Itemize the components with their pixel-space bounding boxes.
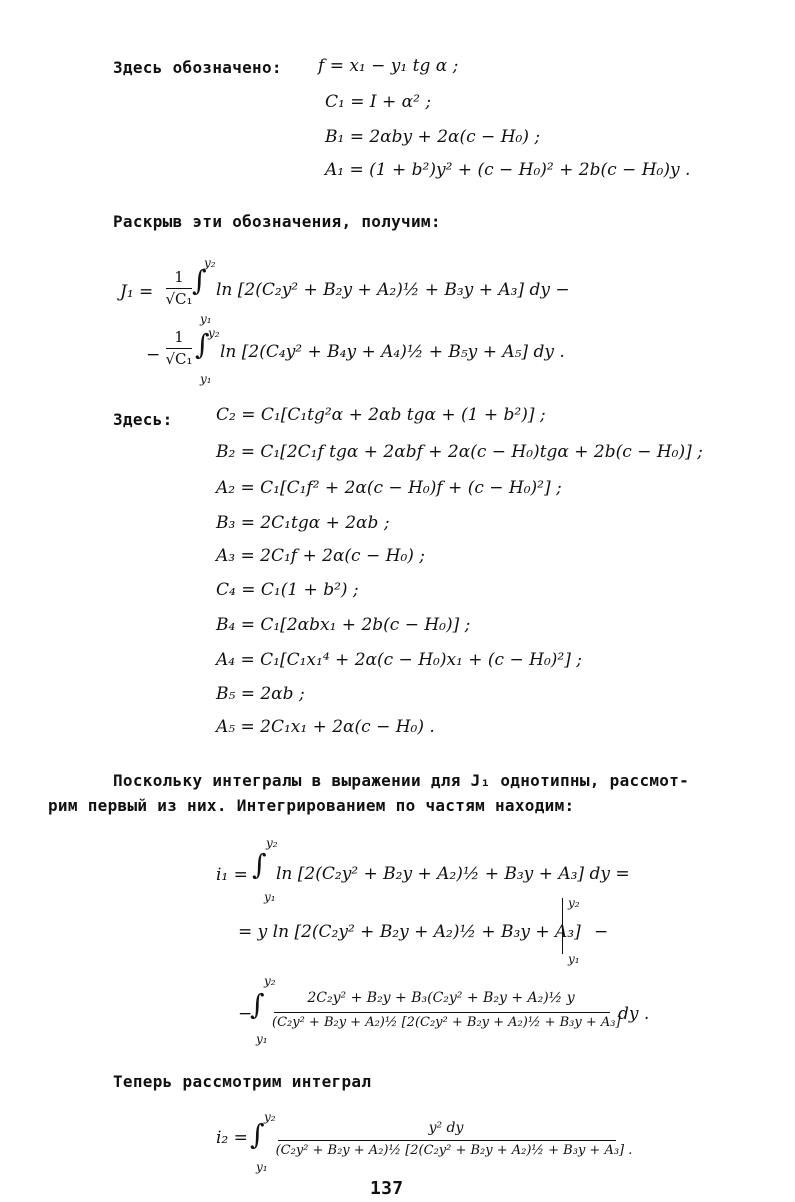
j1-lhs: J₁ = — [120, 282, 154, 302]
j1-lower-2: y₁ — [200, 372, 212, 386]
def-a2: A₂ = C₁[C₁f² + 2α(c − H₀)f + (c − H₀)²] ; — [216, 478, 562, 498]
i1-line2-tail: − — [594, 922, 609, 942]
def-a3: A₃ = 2C₁f + 2α(c − H₀) ; — [216, 546, 426, 566]
def-c1: C₁ = I + α² ; — [325, 92, 432, 112]
i1-fraction-bar — [274, 1012, 610, 1013]
i1-upper-2: y₂ — [264, 974, 276, 988]
def-b3: B₃ = 2C₁tgα + 2αb ; — [216, 513, 390, 533]
def-f: f = x₁ − y₁ tg α ; — [318, 56, 459, 76]
integral-sign: ∫ — [192, 264, 207, 297]
i2-lhs: i₂ = — [216, 1128, 248, 1148]
def-b2: B₂ = C₁[2C₁f tgα + 2αbf + 2α(c − H₀)tgα + 2b(c − H₀)] ; — [216, 442, 703, 462]
i2-numerator: y² dy — [428, 1120, 464, 1136]
zdes-label: Здесь: — [113, 410, 173, 429]
i2-fraction-bar — [278, 1140, 616, 1141]
i1-denominator: (C₂y² + B₂y + A₂)½ [2(C₂y² + B₂y + A₂)½ + B₃y + A₃] — [272, 1015, 621, 1030]
eval-upper: y₂ — [568, 896, 580, 910]
integral-sign: ∫ — [252, 848, 267, 881]
j1-coef-bar — [166, 288, 192, 289]
def-a1: A₁ = (1 + b²)y² + (c − H₀)² + 2b(c − H₀)y . — [325, 160, 691, 180]
j1-coef-bar-2 — [166, 348, 192, 349]
i1-lhs: i₁ = — [216, 865, 248, 885]
i2-denominator: (C₂y² + B₂y + A₂)½ [2(C₂y² + B₂y + A₂)½ + B₃y + A₃] . — [275, 1143, 633, 1158]
integral-sign: ∫ — [250, 1118, 265, 1151]
j1-line2: ln [2(C₄y² + B₄y + A₄)½ + B₅y + A₅] dy . — [220, 342, 565, 362]
j1-lower-1: y₁ — [200, 312, 212, 326]
def-a4: A₄ = C₁[C₁x₁⁴ + 2α(c − H₀)x₁ + (c − H₀)²] ; — [216, 650, 582, 670]
now-text: Теперь рассмотрим интеграл — [113, 1072, 372, 1091]
integral-sign: ∫ — [250, 988, 265, 1021]
def-a5: A₅ = 2C₁x₁ + 2α(c − H₀) . — [216, 717, 435, 737]
def-c2: C₂ = C₁[C₁tg²α + 2αb tgα + (1 + b²)] ; — [216, 405, 546, 425]
j1-upper-1: y₂ — [204, 256, 216, 270]
def-b1: B₁ = 2αby + 2α(c − H₀) ; — [325, 127, 541, 147]
i1-lower-2: y₁ — [256, 1032, 268, 1046]
j1-coef-num: 1 — [174, 268, 184, 286]
reveal-text: Раскрыв эти обозначения, получим: — [113, 212, 441, 231]
j1-minus: − — [146, 345, 161, 365]
j1-coef-den-2: √C₁ — [165, 350, 193, 368]
j1-coef-num-2: 1 — [174, 328, 184, 346]
page-number: 137 — [370, 1178, 404, 1199]
eval-lower: y₁ — [568, 952, 580, 966]
i1-numerator: 2C₂y² + B₂y + B₃(C₂y² + B₂y + A₂)½ y — [307, 990, 575, 1006]
i1-line1: ln [2(C₂y² + B₂y + A₂)½ + B₃y + A₃] dy = — [276, 864, 630, 884]
def-b5: B₅ = 2αb ; — [216, 684, 305, 704]
i1-lower: y₁ — [264, 890, 276, 904]
j1-coef-den: √C₁ — [165, 290, 193, 308]
i2-lower: y₁ — [256, 1160, 268, 1174]
def-b4: B₄ = C₁[2αbx₁ + 2b(c − H₀)] ; — [216, 615, 471, 635]
def-c4: C₄ = C₁(1 + b²) ; — [216, 580, 359, 600]
i2-upper: y₂ — [264, 1110, 276, 1124]
j1-upper-2: y₂ — [208, 326, 220, 340]
i1-line2: = y ln [2(C₂y² + B₂y + A₂)½ + B₃y + A₃] — [238, 922, 581, 942]
paragraph-line2: рим первый из них. Интегрированием по частям находим: — [48, 796, 575, 815]
intro-label: Здесь обозначено: — [113, 58, 282, 77]
eval-bar — [562, 898, 563, 954]
paragraph-line1: Поскольку интегралы в выражении для J₁ однотипны, рассмот- — [113, 771, 690, 790]
j1-line1: ln [2(C₂y² + B₂y + A₂)½ + B₃y + A₃] dy − — [216, 280, 570, 300]
i1-dy: dy . — [618, 1004, 650, 1024]
integral-sign: ∫ — [195, 328, 210, 361]
i1-upper: y₂ — [266, 836, 278, 850]
i1-minus: − — [238, 1004, 253, 1024]
